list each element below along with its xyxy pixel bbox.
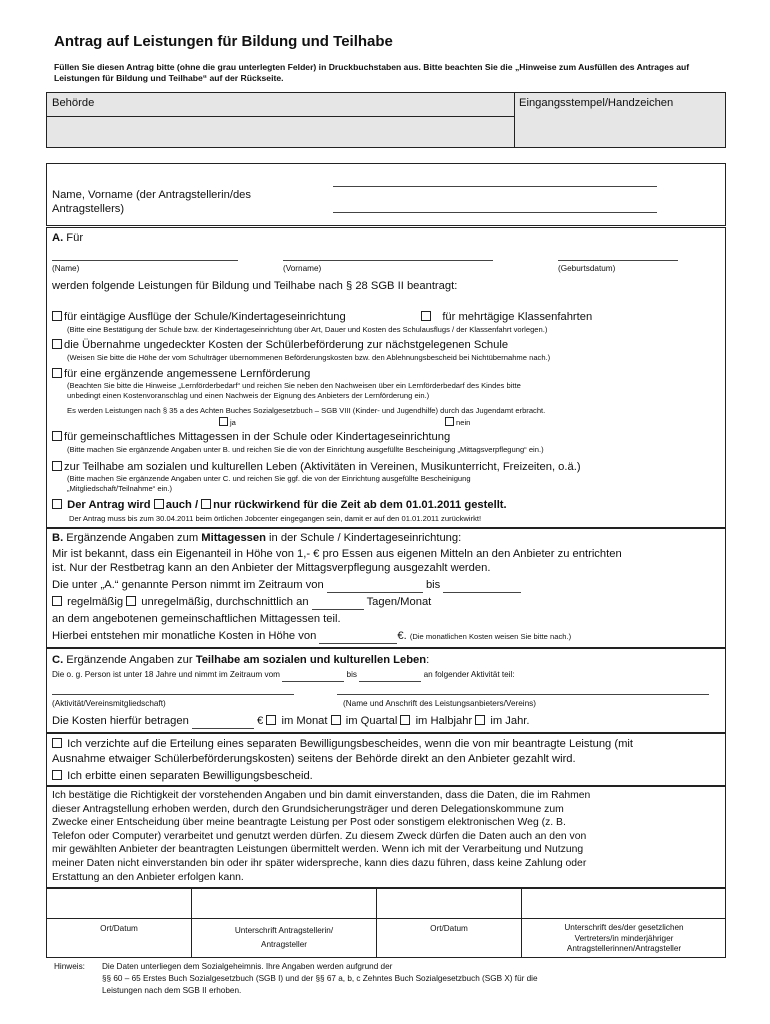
section-a-intro: werden folgende Leistungen für Bildung und Teilhabe nach § 28 SGB II beantragt: <box>52 280 458 292</box>
item-transport: die Übernahme ungedeckter Kosten der Schülerbeförderung zur nächstgelegenen Schule <box>52 338 508 352</box>
regular-checkbox[interactable] <box>52 596 62 606</box>
footer-line-2: §§ 60 – 65 Erstes Buch Sozialgesetzbuch (SGB I) und der §§ 67 a, b, c Zehntes Buch Sozialgesetzbuch (SGB X) für die <box>102 974 538 983</box>
lunch-costs-field[interactable] <box>319 629 397 644</box>
item-excursions: für eintägige Ausflüge der Schule/Kindertageseinrichtung <box>52 310 346 324</box>
waiver-box <box>46 733 726 786</box>
item-class-trips: für mehrtägige Klassenfahrten <box>421 310 592 324</box>
waiver-line-2: Ausnahme etwaiger Schülerbeförderungskosten) seitens der Behörde direkt an den Anbieter gezahlt wird. <box>52 753 576 765</box>
year-checkbox[interactable] <box>475 715 485 725</box>
tutoring-checkbox[interactable] <box>52 368 62 378</box>
applicant-signature-label: Unterschrift Antragstellerin/ Antragsteller <box>234 926 334 949</box>
birthdate-line[interactable] <box>558 260 678 261</box>
applicant-name-line-2[interactable] <box>333 212 657 213</box>
item3-note-1: (Beachten Sie bitte die Hinweise „Lernförderbedarf“ und reichen Sie neben den Nachweisen über ein Lernförderbedarf des Kindes bitte <box>67 381 521 390</box>
firstname-line[interactable] <box>283 260 493 261</box>
yes-checkbox[interactable] <box>219 417 228 426</box>
retroactive-line: Der Antrag wird auch / nur rückwirkend für die Zeit ab dem 01.01.2011 gestellt. <box>52 498 507 512</box>
section-c-period: Die o. g. Person ist unter 18 Jahre und nimmt im Zeitraum vom bis an folgender Aktivität teil: <box>52 670 515 682</box>
activity-line[interactable] <box>52 694 294 695</box>
activity-to-field[interactable] <box>359 670 421 682</box>
footer-line-1: Die Daten unterliegen dem Sozialgeheimnis. Ihre Angaben werden aufgrund der <box>102 962 393 971</box>
col-provider-label: (Name und Anschrift des Leistungsanbieters/Vereins) <box>343 699 536 708</box>
provider-line[interactable] <box>337 694 709 695</box>
activity-costs-field[interactable] <box>192 714 254 729</box>
separate-notice-checkbox[interactable] <box>52 770 62 780</box>
consent-line: Zwecke einer Entscheidung über meine beantragte Leistung per Post oder sonstigem elektronischen Weg (z. B. <box>52 817 566 829</box>
half-year-checkbox[interactable] <box>400 715 410 725</box>
place-date-label-1: Ort/Datum <box>100 924 138 933</box>
stamp-label: Eingangsstempel/Handzeichen <box>519 97 674 109</box>
col-birthdate-label: (Geburtsdatum) <box>558 264 616 273</box>
option-yes: ja <box>219 417 236 428</box>
item-lunch: für gemeinschaftliches Mittagessen in der Schule oder Kindertageseinrichtung <box>52 430 450 444</box>
section-c-heading: C. Ergänzende Angaben zur Teilhabe am sozialen und kulturellen Leben: <box>52 654 430 666</box>
waiver-checkbox[interactable] <box>52 738 62 748</box>
no-checkbox[interactable] <box>445 417 454 426</box>
retro-checkbox-3[interactable] <box>201 499 211 509</box>
signature-table <box>46 888 726 958</box>
section-b-line-1: Mir ist bekannt, dass ein Eigenanteil in Höhe von 1,- € pro Essen aus eigenen Mitteln an den Anbieter zu entrichten <box>52 548 622 560</box>
section-b-heading: B. Ergänzende Angaben zum Mittagessen in der Schule / Kindertageseinrichtung: <box>52 532 462 544</box>
excursion-checkbox[interactable] <box>52 311 62 321</box>
consent-line: Ich bestätige die Richtigkeit der vorstehenden Angaben und bin damit einverstanden, dass die Daten, die im Rahmen <box>52 790 591 801</box>
item1-note: (Bitte eine Bestätigung der Schule bzw. der Kindertageseinrichtung über Art, Dauer und Kosten des Schulausflugs / der Klassenfahrt vorlegen.) <box>67 325 548 334</box>
retro-checkbox-1[interactable] <box>52 499 62 509</box>
section-b-costs: Hierbei entstehen mir monatliche Kosten in Höhe von €. (Die monatlichen Kosten weisen Sie bitte nach.) <box>52 630 572 642</box>
guardian-signature-field[interactable] <box>522 890 725 917</box>
activity-from-field[interactable] <box>282 670 344 682</box>
lunch-from-field[interactable] <box>327 578 423 593</box>
office-box <box>46 92 726 148</box>
costs-note: (Die monatlichen Kosten weisen Sie bitte nach.) <box>409 632 572 641</box>
consent-line: meiner Daten nicht einverstanden bin oder ihr später widerspreche, kann dies dazu führen, dass keine Zahlung oder <box>52 857 587 869</box>
section-b <box>46 528 726 648</box>
page-title: Antrag auf Leistungen für Bildung und Teilhabe <box>54 33 393 50</box>
item3-note-3: Es werden Leistungen nach § 35 a des Achten Buches Sozialgesetzbuch – SGB VIII (Kinder- und Jugendhilfe) durch das Jugendamt erbracht. <box>67 406 546 415</box>
item-participation: zur Teilhabe am sozialen und kulturellen Leben (Aktivitäten in Vereinen, Musikunterricht, Freizeiten, o.ä.) <box>52 460 581 474</box>
transport-checkbox[interactable] <box>52 339 62 349</box>
section-a <box>46 227 726 528</box>
intro-text: Füllen Sie diesen Antrag bitte (ohne die grau unterlegten Felder) in Druckbuchstaben aus. Bitte beachten Sie die „Hinweise zum Ausfüllen des Antrages auf Leistungen für Bildung und Teilhabe“ auf der Rückseite. <box>54 62 690 83</box>
section-b-line-2: ist. Nur der Restbetrag kann an den Anbieter der Mittagsverpflegung ausgezahlt werden. <box>52 562 491 574</box>
col-activity-label: (Aktivität/Vereinsmitgliedschaft) <box>52 699 166 708</box>
col-firstname-label: (Vorname) <box>283 264 322 273</box>
section-b-period: Die unter „A.“ genannte Person nimmt im Zeitraum von bis <box>52 578 521 593</box>
retroactive-note: Der Antrag muss bis zum 30.04.2011 beim örtlichen Jobcenter eingegangen sein, damit er auf den 01.01.2011 zurückwirkt! <box>69 514 482 523</box>
retro-checkbox-2[interactable] <box>154 499 164 509</box>
col-name-label: (Name) <box>52 264 80 273</box>
section-c <box>46 648 726 733</box>
class-trip-checkbox[interactable] <box>421 311 431 321</box>
quarter-checkbox[interactable] <box>331 715 341 725</box>
place-date-field-2[interactable] <box>377 890 520 917</box>
authority-label: Behörde <box>52 97 95 109</box>
guardian-signature-label: Unterschrift des/der gesetzlichen Vertreters/in minderjähriger Antragstellerinnen/Antragsteller <box>564 923 684 953</box>
section-a-heading: A. Für <box>52 232 84 244</box>
separate-notice: Ich erbitte einen separaten Bewilligungsbescheid. <box>52 769 313 783</box>
section-b-line-5: an dem angebotenen gemeinschaftlichen Mittagessen teil. <box>52 613 341 625</box>
applicant-signature-field[interactable] <box>192 890 375 917</box>
participation-checkbox[interactable] <box>52 461 62 471</box>
name-line[interactable] <box>52 260 238 261</box>
option-no: nein <box>445 417 470 428</box>
applicant-box <box>46 163 726 226</box>
item2-note: (Weisen Sie bitte die Höhe der vom Schulträger übernommenen Beförderungskosten bzw. den Ablehnungsbescheid bei Nichtübernahme nach.) <box>67 353 551 362</box>
applicant-name-line-1[interactable] <box>333 186 657 187</box>
consent-line: mir gewählten Anbieter der beantragten Leistungen übermittelt werden. Wenn ich mit der Verarbeitung und Nutzung <box>52 844 584 856</box>
section-b-frequency: regelmäßig unregelmäßig, durchschnittlich an Tagen/Monat <box>52 595 431 610</box>
item3-note-2: unbedingt einen Kostenvoranschlag und einen Nachweis der Eignung des Anbieters der Lernförderung ein.) <box>67 391 430 400</box>
section-c-costs: Die Kosten hierfür betragen € im Monat im Quartal im Halbjahr im Jahr. <box>52 715 530 727</box>
item5-note-2: „Mitgliedschaft/Teilnahme“ ein.) <box>67 484 173 493</box>
consent-line: Erstattung an den Anbieter erfolgen kann. <box>52 871 244 883</box>
waiver-line-1: Ich verzichte auf die Erteilung eines separaten Bewilligungsbescheides, wenn die von mir beantragte Leistung (mit <box>52 737 633 751</box>
footer-label: Hinweis: <box>54 962 85 971</box>
item-tutoring: für eine ergänzende angemessene Lernförderung <box>52 367 310 381</box>
month-checkbox[interactable] <box>266 715 276 725</box>
irregular-checkbox[interactable] <box>126 596 136 606</box>
place-date-field-1[interactable] <box>48 890 190 917</box>
lunch-checkbox[interactable] <box>52 431 62 441</box>
consent-box <box>46 786 726 888</box>
days-field[interactable] <box>312 595 364 610</box>
lunch-to-field[interactable] <box>443 578 521 593</box>
consent-line: dieser Antragstellung erhoben werden, durch den Grundsicherungsträger und deren Delegationskommune zum <box>52 803 564 815</box>
applicant-name-label: Name, Vorname (der Antragstellerin/des Antragstellers) <box>52 189 251 215</box>
footer-line-3: Leistungen nach dem SGB II erhoben. <box>102 986 242 995</box>
place-date-label-2: Ort/Datum <box>430 924 468 933</box>
authority-field[interactable] <box>48 117 513 147</box>
item4-note: (Bitte machen Sie ergänzende Angaben unter B. und reichen Sie die von der Einrichtung ausgefüllte Bescheinigung „Mittagsverpflegung“ ein.) <box>67 445 544 454</box>
consent-line: Telefon oder Computer) verarbeitet und genutzt werden dürfen. Zu diesem Zweck dürfen die Daten auch an den von <box>52 830 587 842</box>
item5-note-1: (Bitte machen Sie ergänzende Angaben unter C. und reichen Sie ggf. die von der Einrichtung ausgefüllte Bescheinigung <box>67 474 471 483</box>
